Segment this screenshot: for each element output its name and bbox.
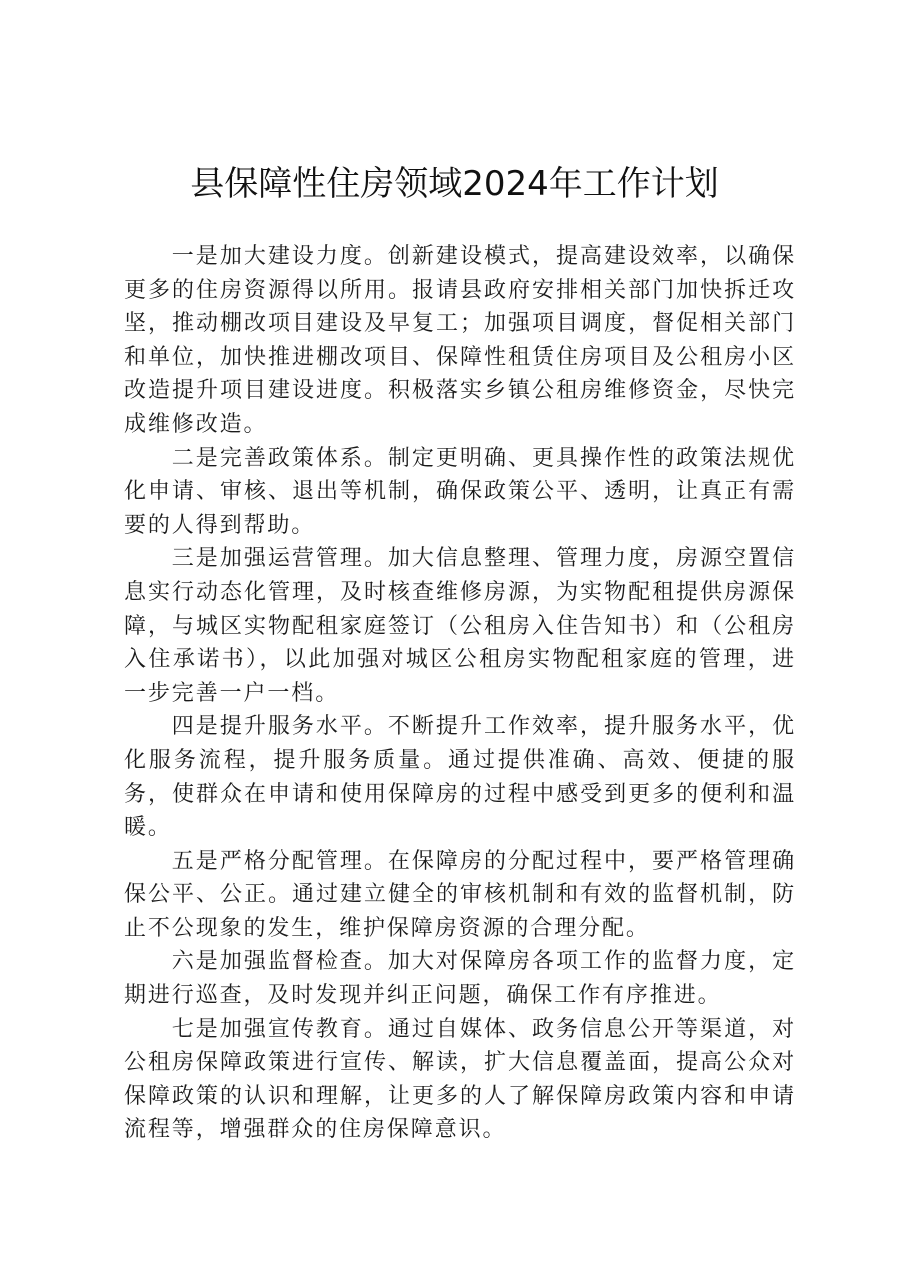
paragraph-supervision: 六是加强监督检查。加大对保障房各项工作的监督力度，定期进行巡查，及时发现并纠正问题，确保工作有序推进。	[124, 949, 796, 1009]
document-title: 县保障性住房领域2024年工作计划	[190, 164, 719, 204]
paragraph-policy: 二是完善政策体系。制定更明确、更具操作性的政策法规优化申请、审核、退出等机制，确保政策公平、透明，让真正有需要的人得到帮助。	[124, 445, 796, 538]
paragraph-allocation: 五是严格分配管理。在保障房的分配过程中，要严格管理确保公平、公正。通过建立健全的审核机制和有效的监督机制，防止不公现象的发生，维护保障房资源的合理分配。	[124, 848, 796, 941]
document-body	[124, 240, 796, 1147]
paragraph-publicity: 七是加强宣传教育。通过自媒体、政务信息公开等渠道，对公租房保障政策进行宣传、解读，扩大信息覆盖面，提高公众对保障政策的认识和理解，让更多的人了解保障房政策内容和申请流程等，增强群众的住房保障意识。	[124, 1016, 796, 1143]
paragraph-operations: 三是加强运营管理。加大信息整理、管理力度，房源空置信息实行动态化管理，及时核查维修房源，为实物配租提供房源保障，与城区实物配租家庭签订（公租房入住告知书）和（公租房入住承诺书），以此加强对城区公租房实物配租家庭的管理，进一步完善一户一档。	[124, 546, 796, 706]
paragraph-service: 四是提升服务水平。不断提升工作效率，提升服务水平，优化服务流程，提升服务质量。通过提供准确、高效、便捷的服务，使群众在申请和使用保障房的过程中感受到更多的便利和温暖。	[124, 714, 796, 841]
paragraph-construction: 一是加大建设力度。创新建设模式，提高建设效率，以确保更多的住房资源得以所用。报请县政府安排相关部门加快拆迁攻坚，推动棚改项目建设及早复工；加强项目调度，督促相关部门和单位，加快推进棚改项目、保障性租赁住房项目及公租房小区改造提升项目建设进度。积极落实乡镇公租房维修资金，尽快完成维修改造。	[124, 244, 796, 437]
